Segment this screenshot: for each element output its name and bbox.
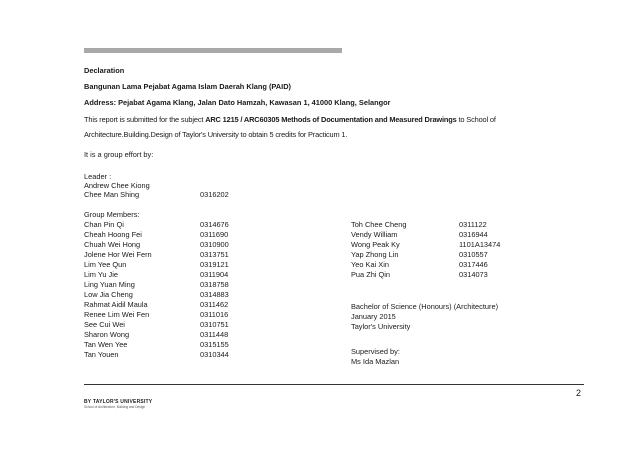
footer-logo-subtitle: School of Architecture, Building and Design: [84, 405, 146, 409]
member-name: Ling Yuan Ming: [84, 280, 135, 289]
member-id: 0310900: [200, 240, 229, 249]
member-id: 0314676: [200, 220, 229, 229]
member-id: 0318758: [200, 280, 229, 289]
member-id: 0311016: [200, 310, 229, 319]
building-address: Address: Pejabat Agama Klang, Jalan Dato Hamzah, Kawasan 1, 41000 Klang, Selangor: [84, 98, 391, 107]
member-id: 0319121: [200, 260, 229, 269]
member-name: Tan Youen: [84, 350, 119, 359]
member-id: 0314883: [200, 290, 229, 299]
report-statement-prefix: This report is submitted for the subject: [84, 115, 206, 124]
report-statement-line2: Architecture.Building.Design of Taylor's University to obtain 5 credits for Practicum 1.: [84, 130, 348, 139]
member-name: Lim Yee Qun: [84, 260, 127, 269]
leader-label: Leader :: [84, 172, 112, 181]
member-id: 0310751: [200, 320, 229, 329]
member-name: See Cui Wei: [84, 320, 125, 329]
page-number: 2: [576, 388, 582, 398]
supervisor-name: Ms Ida Mazlan: [351, 357, 400, 366]
member-id: 1101A13474: [459, 240, 501, 249]
report-statement: [84, 115, 496, 124]
member-id: 0313751: [200, 250, 229, 259]
member-name: Vendy William: [351, 230, 398, 239]
member-id: 0316944: [459, 230, 488, 239]
report-subject: ARC 1215 / ARC60305 Methods of Documentation and Measured Drawings: [205, 115, 457, 124]
member-name: Lim Yu Jie: [84, 270, 118, 279]
member-id: 0314073: [459, 270, 488, 279]
declaration-heading: Declaration: [84, 66, 125, 75]
member-name: Low Jia Cheng: [84, 290, 133, 299]
leader-id: 0316202: [200, 190, 229, 199]
member-name: Yap Zhong Lin: [351, 250, 399, 259]
degree-date: January 2015: [351, 312, 396, 321]
footer-logo-brand: BY TAYLOR'S UNIVERSITY: [84, 399, 153, 405]
member-id: 0311690: [200, 230, 229, 239]
building-name: Bangunan Lama Pejabat Agama Islam Daerah Klang (PAID): [84, 82, 291, 91]
member-name: Yeo Kai Xin: [351, 260, 389, 269]
group-members-label: Group Members:: [84, 210, 140, 219]
member-id: 0311448: [200, 330, 229, 339]
degree-university: Taylor's University: [351, 322, 411, 331]
leader-name: Andrew Chee Kiong: [84, 181, 150, 190]
member-id: 0311462: [200, 300, 229, 309]
footer-divider: [84, 384, 584, 385]
member-name: Cheah Hoong Fei: [84, 230, 142, 239]
member-name: Jolene Hor Wei Fern: [84, 250, 152, 259]
group-effort-text: It is a group effort by:: [84, 150, 154, 159]
member-id: 0310557: [459, 250, 488, 259]
member-name: Renee Lim Wei Fen: [84, 310, 150, 319]
report-statement-suffix: to School of: [456, 115, 496, 124]
member-name: Chuah Wei Hong: [84, 240, 141, 249]
leader-name: Chee Man Shing: [84, 190, 140, 199]
member-name: Wong Peak Ky: [351, 240, 400, 249]
member-id: 0311904: [200, 270, 229, 279]
member-name: Chan Pin Qi: [84, 220, 124, 229]
member-id: 0310344: [200, 350, 229, 359]
member-name: Sharon Wong: [84, 330, 130, 339]
member-name: Toh Chee Cheng: [351, 220, 407, 229]
header-decorative-bar: [84, 48, 342, 53]
member-name: Tan Wen Yee: [84, 340, 128, 349]
supervisor-label: Supervised by:: [351, 347, 400, 356]
member-id: 0315155: [200, 340, 229, 349]
degree-program: Bachelor of Science (Honours) (Architecture): [351, 302, 499, 311]
member-name: Rahmat Aidil Maula: [84, 300, 148, 309]
member-id: 0311122: [459, 220, 487, 229]
member-name: Pua Zhi Qin: [351, 270, 391, 279]
member-id: 0317446: [459, 260, 488, 269]
